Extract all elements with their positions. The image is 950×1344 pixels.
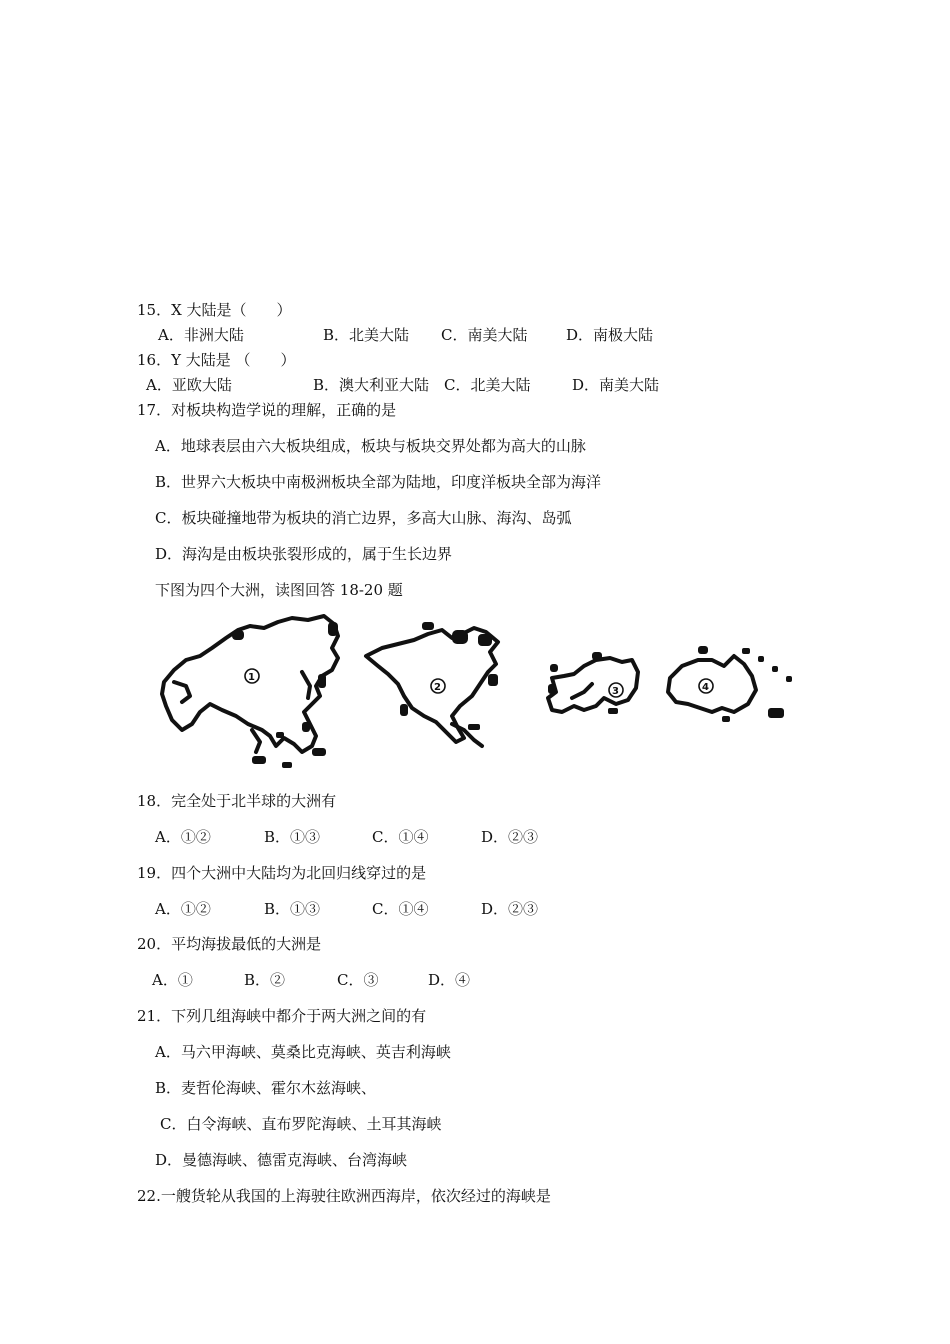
question-20-option-c: C．③ [337,971,379,989]
question-15-option-d: D．南极大陆 [566,326,654,344]
question-20-stem: 20．平均海拔最低的大洲是 [137,935,322,953]
question-17-option-a: A．地球表层由六大板块组成，板块与板块交界处都为高大的山脉 [155,437,586,455]
question-15-stem: 15．X 大陆是（ ） [137,301,292,319]
continent-1-eurasia-outline [162,616,338,768]
four-continents-figure [152,612,802,778]
question-18-option-b: B．①③ [264,828,321,846]
question-15-option-b: B．北美大陆 [323,326,410,344]
question-20-option-d: D．④ [428,971,471,989]
question-21-option-c: C．白令海峡、直布罗陀海峡、土耳其海峡 [160,1115,442,1133]
question-20-option-b: B．② [244,971,286,989]
question-15-option-c: C．南美大陆 [441,326,528,344]
question-21-option-d: D．曼德海峡、德雷克海峡、台湾海峡 [155,1151,408,1169]
continent-4-label [699,679,713,693]
question-16-option-a: A．亚欧大陆 [146,376,232,394]
question-16-option-c: C．北美大陆 [444,376,531,394]
question-16-option-d: D．南美大陆 [572,376,660,394]
question-19-option-d: D．②③ [481,900,539,918]
question-18-stem: 18．完全处于北半球的大洲有 [137,792,337,810]
question-20-option-a: A．① [152,971,193,989]
svg-text:2: 2 [434,682,441,693]
question-17-option-b: B．世界六大板块中南极洲板块全部为陆地，印度洋板块全部为海洋 [155,473,602,491]
continent-1-label [245,669,259,683]
svg-text:3: 3 [612,686,619,697]
question-16-stem: 16．Y 大陆是 （ ） [137,351,296,369]
continent-3-europe-outline [548,652,638,714]
question-17-option-c: C．板块碰撞地带为板块的消亡边界，多高大山脉、海沟、岛弧 [155,509,572,527]
question-19-option-c: C．①④ [372,900,429,918]
question-18-option-a: A．①② [155,828,211,846]
continent-2-label [431,679,445,693]
continent-4-oceania-outline [668,646,792,722]
question-16-option-b: B．澳大利亚大陆 [313,376,430,394]
question-19-stem: 19．四个大洲中大陆均为北回归线穿过的是 [137,864,427,882]
question-18-option-c: C．①④ [372,828,429,846]
question-17-stem: 17．对板块构造学说的理解，正确的是 [137,401,397,419]
question-21-option-a: A．马六甲海峡、莫桑比克海峡、英吉利海峡 [155,1043,451,1061]
question-19-option-a: A．①② [155,900,211,918]
question-18-option-d: D．②③ [481,828,539,846]
question-21-stem: 21．下列几组海峡中都介于两大洲之间的有 [137,1007,427,1025]
figure-intro-text: 下图为四个大洲，读图回答 18-20 题 [155,581,403,599]
question-15-option-a: A．非洲大陆 [158,326,244,344]
question-19-option-b: B．①③ [264,900,321,918]
svg-text:4: 4 [702,682,709,693]
question-22-stem: 22.一艘货轮从我国的上海驶往欧洲西海岸，依次经过的海峡是 [137,1187,551,1205]
question-17-option-d: D．海沟是由板块张裂形成的，属于生长边界 [155,545,453,563]
continent-3-label [609,683,623,697]
question-21-option-b: B．麦哲伦海峡、霍尔木兹海峡、 [155,1079,377,1097]
svg-text:1: 1 [248,672,255,683]
